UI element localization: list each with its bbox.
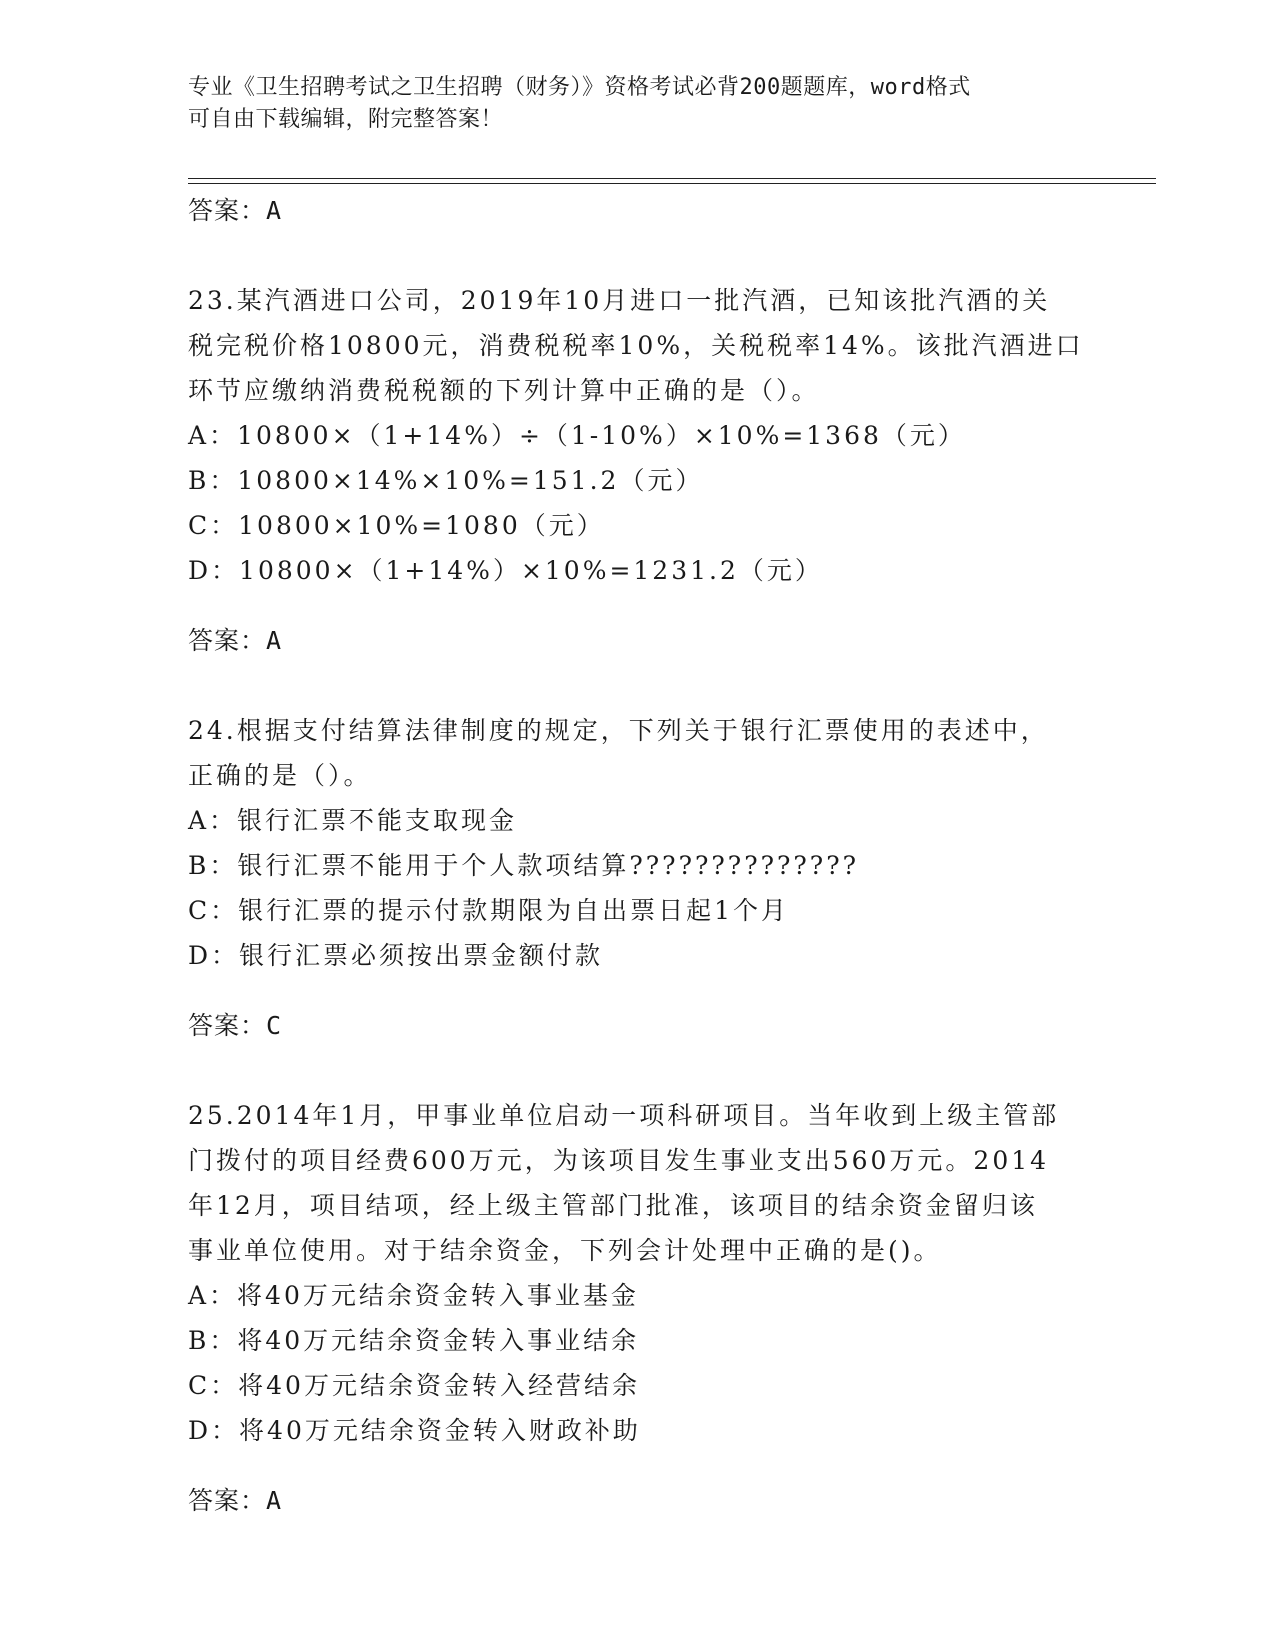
answer-line: 答案：C [188,1011,283,1040]
document-body [188,188,1088,1568]
option-c: C：银行汇票的提示付款期限为自出票日起1个月 [188,896,790,925]
question-text-line: 正确的是（）。 [188,761,372,790]
option-d: D：银行汇票必须按出票金额付款 [188,941,604,970]
question-text-line: 23.某汽酒进口公司，2019年10月进口一批汽酒，已知该批汽酒的关 [188,286,1051,315]
option-b: B：将40万元结余资金转入事业结余 [188,1326,640,1355]
header-divider-bottom [188,183,1156,184]
question-text-line: 25.2014年1月，甲事业单位启动一项科研项目。当年收到上级主管部 [188,1101,1060,1130]
question-text-line: 门拨付的项目经费600万元，为该项目发生事业支出560万元。2014 [188,1146,1050,1175]
question-25 [188,1093,1088,1523]
option-b: B：10800×14%×10%=151.2（元） [188,466,704,495]
header-divider-top [188,178,1156,179]
question-text-line: 24.根据支付结算法律制度的规定，下列关于银行汇票使用的表述中， [188,716,1049,745]
header-line-2: 可自由下载编辑，附完整答案！ [188,107,504,132]
option-a: A：将40万元结余资金转入事业基金 [188,1281,639,1310]
answer-line: 答案：A [188,196,283,225]
answer-line: 答案：A [188,1486,283,1515]
question-text-line: 环节应缴纳消费税税额的下列计算中正确的是（）。 [188,376,820,405]
answer-line: 答案：A [188,626,283,655]
option-a: A：银行汇票不能支取现金 [188,806,518,835]
question-23 [188,278,1088,663]
option-d: D：10800×（1+14%）×10%=1231.2（元） [188,556,823,585]
option-c: C：10800×10%=1080（元） [188,511,605,540]
header-line-1: 专业《卫生招聘考试之卫生招聘（财务）》资格考试必背200题题库，word格式 [188,75,971,100]
option-a: A：10800×（1+14%）÷（1-10%）×10%=1368（元） [188,421,966,450]
question-text-line: 年12月，项目结项，经上级主管部门批准，该项目的结余资金留归该 [188,1191,1038,1220]
question-text-line: 事业单位使用。对于结余资金，下列会计处理中正确的是()。 [188,1236,942,1265]
page-header [188,72,1068,136]
option-c: C：将40万元结余资金转入经营结余 [188,1371,640,1400]
question-text-line: 税完税价格10800元，消费税税率10%，关税税率14%。该批汽酒进口 [188,331,1084,360]
option-b: B：银行汇票不能用于个人款项结算?????????????? [188,851,860,880]
question-24 [188,708,1088,1048]
option-d: D：将40万元结余资金转入财政补助 [188,1416,641,1445]
